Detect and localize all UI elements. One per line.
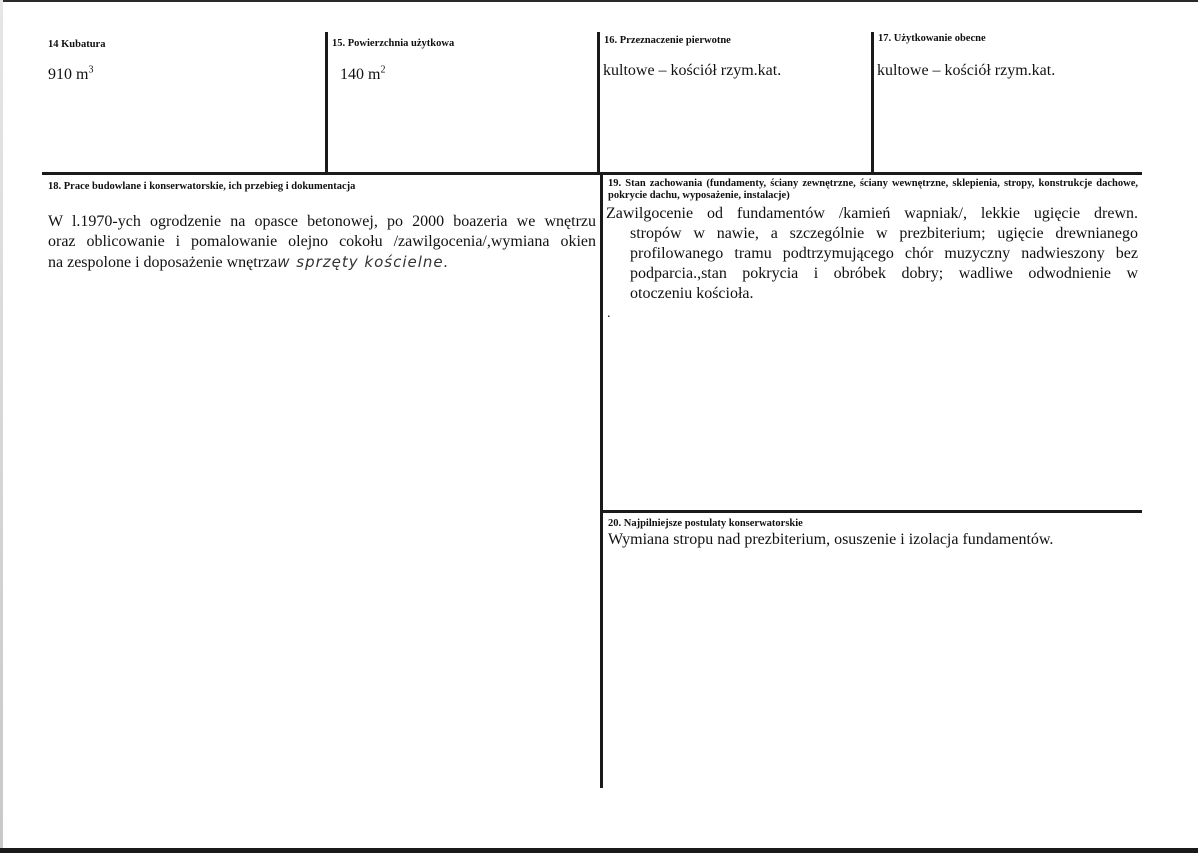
field-prace-text [48, 212, 596, 273]
field-stan-label: 19. Stan zachowania (fundamenty, ściany zewnętrzne, ściany wewnętrzne, sklepienia, stropy, konstrukcje dachowe, pokrycie dachu, wyposażenie, instalacje) [608, 178, 1138, 201]
scan-edge-left [0, 0, 3, 853]
prace-line-3 [48, 252, 596, 273]
field-postulaty-label: 20. Najpilniejsze postulaty konserwatorskie [608, 518, 803, 529]
powierzchnia-unit-exponent: 2 [380, 64, 386, 76]
divider-row1-row2 [42, 172, 1142, 175]
stan-line-3: profilowanego tramu podtrzymującego chór muzyczny nadwieszony bez [630, 245, 1138, 262]
field-uzytkowanie-label: 17. Użytkowanie obecne [878, 33, 986, 44]
divider-15-16 [597, 32, 600, 174]
divider-18-19 [600, 174, 603, 788]
field-przeznaczenie-value: kultowe – kościół rzym.kat. [603, 62, 782, 79]
field-uzytkowanie-value: kultowe – kościół rzym.kat. [877, 62, 1056, 79]
prace-handwritten-note: w sprzęty kościelne. [277, 253, 450, 271]
stan-dot-mark: . [607, 306, 611, 321]
prace-line-2: oraz oblicowanie i pomalowanie olejno cokołu /zawilgocenia/,wymiana okien [48, 233, 596, 250]
prace-line-3-text: na zespolone i doposażenie wnętrza [48, 254, 278, 271]
kubatura-unit-exponent: 3 [88, 64, 94, 76]
kubatura-number: 910 m [48, 66, 89, 83]
divider-14-15 [325, 32, 328, 174]
stan-line-1: Zawilgocenie od fundamentów /kamień wapniak/, lekkie ugięcie drewn. [606, 205, 1138, 222]
scan-edge-top [0, 0, 1198, 2]
prace-line-1: W l.1970-ych ogrodzenie na opasce betonowej, po 2000 boazeria we wnętrzu [48, 213, 596, 230]
field-przeznaczenie-label: 16. Przeznaczenie pierwotne [604, 35, 731, 46]
field-postulaty-value: Wymiana stropu nad prezbiterium, osuszenie i izolacja fundamentów. [608, 531, 1054, 548]
divider-19-20 [602, 510, 1142, 513]
field-kubatura-value [48, 64, 93, 85]
scan-edge-bottom [0, 848, 1198, 853]
divider-16-17 [871, 32, 874, 174]
stan-line-2: stropów w nawie, a szczególnie w prezbiterium; ugięcie drewnianego [630, 225, 1138, 242]
field-kubatura-label: 14 Kubatura [48, 39, 106, 50]
field-stan-text [606, 204, 1138, 304]
field-powierzchnia-value [340, 64, 385, 85]
powierzchnia-number: 140 m [340, 66, 381, 83]
field-prace-label: 18. Prace budowlane i konserwatorskie, ich przebieg i dokumentacja [48, 181, 356, 192]
stan-line-4: podparcia.,stan pokrycia i obróbek dobry; wadliwe odwodnienie w [630, 265, 1138, 282]
field-powierzchnia-label: 15. Powierzchnia użytkowa [332, 38, 455, 49]
stan-line-5: otoczeniu kościoła. [630, 285, 754, 302]
